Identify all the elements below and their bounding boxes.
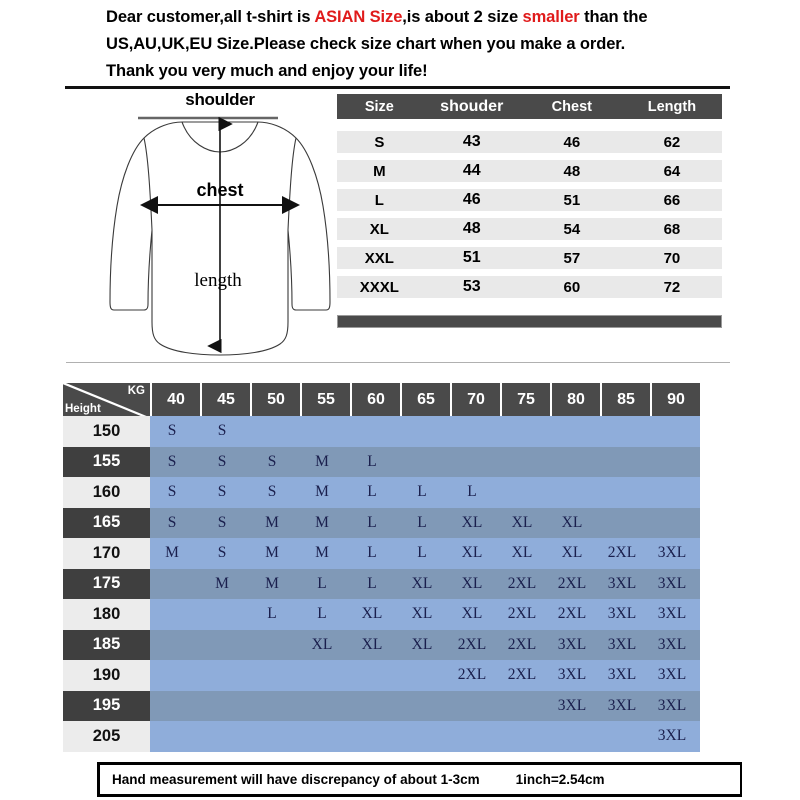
hw-cell-205-50 [250,721,300,752]
hw-cell-175-50: M [265,574,279,592]
hw-row-155 [63,447,700,478]
cell-size: S [374,133,385,151]
footer-unit-conversion: 1inch=2.54cm [515,772,605,787]
table-row [337,131,722,153]
table-row [337,218,722,240]
hw-cell-160-65: L [417,483,427,501]
hw-cell-195-60 [350,691,400,722]
chest-diagram-label: chest [196,180,244,200]
table-row [337,247,722,269]
hw-cell-170-85: 2XL [607,544,637,562]
hw-cell-175-65: XL [411,574,433,592]
hw-cell-155-85 [600,447,650,478]
hw-cell-190-60 [350,660,400,691]
hw-row-cells [150,691,700,722]
hw-cell-180-90: 3XL [657,605,687,623]
weight-header-80: 80 [550,383,600,416]
hw-cell-165-85 [600,508,650,539]
hw-grid-body [63,416,700,752]
hw-cell-170-80: XL [561,544,583,562]
hw-cell-205-45 [200,721,250,752]
hw-row-160 [63,477,700,508]
shirt-diagram-panel [100,90,340,360]
table-row [337,189,722,211]
cell-size: L [374,191,384,209]
cell-shoulder: 43 [462,133,481,150]
hw-cell-165-40: S [167,513,177,531]
cell-shoulder: 48 [462,220,481,237]
hw-cell-170-70: XL [461,544,483,562]
hw-cell-150-55 [300,416,350,447]
notice-line-1 [106,4,746,31]
hw-cell-205-80 [550,721,600,752]
footer-disclaimer-box [97,762,742,797]
hw-cell-170-65: L [417,544,427,562]
cell-chest: 48 [563,162,581,180]
hw-cell-195-90: 3XL [657,696,687,714]
middle-divider-rule [66,362,730,363]
hw-cell-150-75 [500,416,550,447]
hw-grid-header-row [63,383,700,416]
notice-line-3: Thank you very much and enjoy your life! [106,62,428,80]
hw-cell-155-40: S [167,452,177,470]
height-header-150: 150 [63,416,150,447]
size-measurement-table [337,94,722,328]
col-header-chest: Chest [551,98,592,115]
hw-row-150 [63,416,700,447]
hw-cell-180-85: 3XL [607,605,637,623]
hw-cell-190-45 [200,660,250,691]
hw-cell-185-50 [250,630,300,661]
hw-cell-195-65 [400,691,450,722]
weight-header-85: 85 [600,383,650,416]
hw-cell-185-80: 3XL [557,635,587,653]
hw-cell-180-75: 2XL [507,605,537,623]
hw-cell-190-90: 3XL [657,666,687,684]
cell-shoulder: 46 [462,191,481,208]
hw-cell-150-40: S [167,422,177,440]
hw-cell-155-75 [500,447,550,478]
cell-length: 64 [663,162,681,180]
hw-cell-205-65 [400,721,450,752]
notice-line-2: US,AU,UK,EU Size.Please check size chart when you make a order. [106,35,626,53]
hw-cell-190-85: 3XL [607,666,637,684]
hw-cell-195-50 [250,691,300,722]
notice-text-a: Dear customer,all t-shirt is [106,8,315,26]
hw-cell-205-70 [450,721,500,752]
weight-header-55: 55 [300,383,350,416]
hw-corner-cell [63,383,150,416]
hw-cell-185-75: 2XL [507,635,537,653]
hw-cell-185-90: 3XL [657,635,687,653]
hw-cell-185-55: XL [311,635,333,653]
hw-cell-155-90 [650,447,700,478]
hw-cell-170-50: M [265,544,279,562]
hw-cell-160-75 [500,477,550,508]
cell-size: M [373,162,386,180]
cell-chest: 51 [563,191,581,209]
weight-header-50: 50 [250,383,300,416]
hw-cell-190-40 [150,660,200,691]
height-header-185: 185 [63,630,150,661]
hw-cell-180-65: XL [411,605,433,623]
height-header-190: 190 [63,660,150,691]
hw-cell-155-50: S [267,452,277,470]
hw-cell-190-65 [400,660,450,691]
cell-shoulder: 51 [462,249,481,266]
shoulder-diagram-label: shoulder [185,90,255,109]
footer-disclaimer-text: Hand measurement will have discrepancy of about 1-3cm [112,772,480,787]
hw-cell-205-90: 3XL [657,727,687,745]
hw-cell-205-60 [350,721,400,752]
hw-cell-170-75: XL [511,544,533,562]
hw-cell-185-40 [150,630,200,661]
hw-cell-180-70: XL [461,605,483,623]
notice-highlight-smaller: smaller [522,8,580,26]
hw-row-cells [150,477,700,508]
hw-cell-205-55 [300,721,350,752]
shirt-outline-svg [100,110,340,360]
col-header-length: Length [647,98,697,115]
hw-cell-205-75 [500,721,550,752]
hw-cell-185-65: XL [411,635,433,653]
hw-cell-155-65 [400,447,450,478]
hw-row-190 [63,660,700,691]
hw-row-cells [150,630,700,661]
hw-row-170 [63,538,700,569]
hw-cell-150-45: S [217,422,227,440]
cell-chest: 57 [563,249,581,267]
hw-row-185 [63,630,700,661]
hw-cell-165-55: M [315,513,329,531]
hw-row-cells [150,599,700,630]
hw-cell-175-60: L [367,574,377,592]
hw-cell-195-40 [150,691,200,722]
hw-row-cells [150,569,700,600]
height-header-180: 180 [63,599,150,630]
header-notice [106,4,746,85]
hw-cell-150-80 [550,416,600,447]
hw-row-cells [150,447,700,478]
notice-highlight-asian-size: ASIAN Size [314,8,403,26]
weight-header-70: 70 [450,383,500,416]
hw-cell-175-85: 3XL [607,574,637,592]
hw-row-195 [63,691,700,722]
hw-cell-190-55 [300,660,350,691]
hw-cell-165-60: L [367,513,377,531]
cell-length: 62 [663,133,681,151]
hw-cell-170-45: S [217,544,227,562]
top-divider-rule [65,86,730,89]
hw-cell-195-75 [500,691,550,722]
cell-chest: 60 [563,278,581,296]
hw-cell-155-60: L [367,452,377,470]
cell-size: XL [369,220,389,238]
hw-cell-155-70 [450,447,500,478]
weight-header-60: 60 [350,383,400,416]
hw-row-175 [63,569,700,600]
notice-text-c: than the [579,8,648,26]
hw-cell-175-90: 3XL [657,574,687,592]
cell-length: 70 [663,249,681,267]
hw-cell-180-55: L [317,605,327,623]
hw-cell-190-80: 3XL [557,666,587,684]
height-header-195: 195 [63,691,150,722]
table-row [337,160,722,182]
hw-cell-190-50 [250,660,300,691]
height-header-175: 175 [63,569,150,600]
hw-cell-160-60: L [367,483,377,501]
corner-label-height: Height [65,403,101,415]
hw-cell-175-80: 2XL [557,574,587,592]
hw-cell-150-50 [250,416,300,447]
weight-header-90: 90 [650,383,700,416]
height-header-170: 170 [63,538,150,569]
hw-cell-165-75: XL [511,513,533,531]
cell-chest: 46 [563,133,581,151]
hw-cell-195-55 [300,691,350,722]
hw-row-165 [63,508,700,539]
hw-cell-185-70: 2XL [457,635,487,653]
cell-shoulder: 44 [462,162,481,179]
height-header-165: 165 [63,508,150,539]
hw-cell-180-45 [200,599,250,630]
hw-cell-175-70: XL [461,574,483,592]
hw-cell-205-40 [150,721,200,752]
hw-cell-150-60 [350,416,400,447]
hw-cell-190-70: 2XL [457,666,487,684]
cell-length: 66 [663,191,681,209]
hw-cell-190-75: 2XL [507,666,537,684]
hw-cell-170-60: L [367,544,377,562]
hw-cell-170-40: M [165,544,179,562]
hw-cell-195-45 [200,691,250,722]
weight-header-40: 40 [150,383,200,416]
weight-header-45: 45 [200,383,250,416]
hw-cell-205-85 [600,721,650,752]
height-header-160: 160 [63,477,150,508]
hw-cell-195-85: 3XL [607,696,637,714]
notice-text-b: ,is about 2 size [402,8,523,26]
hw-cell-185-60: XL [361,635,383,653]
hw-cell-180-50: L [267,605,277,623]
weight-header-75: 75 [500,383,550,416]
hw-cell-160-50: S [267,483,277,501]
weight-header-65: 65 [400,383,450,416]
hw-row-cells [150,508,700,539]
hw-row-205 [63,721,700,752]
cell-size: XXL [364,249,394,267]
height-header-205: 205 [63,721,150,752]
cell-chest: 54 [563,220,581,238]
corner-label-kg: KG [127,385,145,397]
hw-row-cells [150,721,700,752]
hw-cell-160-40: S [167,483,177,501]
table-row [337,276,722,298]
height-weight-size-grid [63,383,700,752]
hw-cell-195-70 [450,691,500,722]
cell-length: 72 [663,278,681,296]
hw-cell-165-65: L [417,513,427,531]
hw-cell-185-45 [200,630,250,661]
hw-cell-160-70: L [467,483,477,501]
hw-cell-155-80 [550,447,600,478]
hw-cell-150-90 [650,416,700,447]
hw-cell-165-80: XL [561,513,583,531]
col-header-shoulder: shouder [440,97,504,115]
hw-cell-180-80: 2XL [557,605,587,623]
length-diagram-label: length [194,270,242,291]
hw-cell-160-85 [600,477,650,508]
hw-cell-165-50: M [265,513,279,531]
hw-cell-160-45: S [217,483,227,501]
hw-cell-150-85 [600,416,650,447]
hw-row-cells [150,416,700,447]
hw-cell-155-45: S [217,452,227,470]
cell-length: 68 [663,220,681,238]
hw-cell-170-55: M [315,544,329,562]
hw-cell-165-90 [650,508,700,539]
size-table-header-row [337,94,722,119]
hw-cell-180-60: XL [361,605,383,623]
hw-cell-175-75: 2XL [507,574,537,592]
hw-cell-160-90 [650,477,700,508]
hw-row-cells [150,660,700,691]
cell-size: XXXL [359,278,399,296]
hw-cell-170-90: 3XL [657,544,687,562]
hw-cell-150-70 [450,416,500,447]
hw-row-cells [150,538,700,569]
hw-cell-185-85: 3XL [607,635,637,653]
hw-cell-160-55: M [315,483,329,501]
cell-shoulder: 53 [462,278,481,295]
hw-cell-180-40 [150,599,200,630]
hw-cell-150-65 [400,416,450,447]
col-header-size: Size [364,98,394,115]
size-table-footer-bar [337,315,722,328]
hw-cell-175-40 [150,569,200,600]
hw-cell-195-80: 3XL [557,696,587,714]
hw-cell-175-45: M [215,574,229,592]
hw-cell-165-45: S [217,513,227,531]
hw-row-180 [63,599,700,630]
hw-cell-165-70: XL [461,513,483,531]
hw-cell-160-80 [550,477,600,508]
height-header-155: 155 [63,447,150,478]
hw-cell-175-55: L [317,574,327,592]
hw-cell-155-55: M [315,452,329,470]
